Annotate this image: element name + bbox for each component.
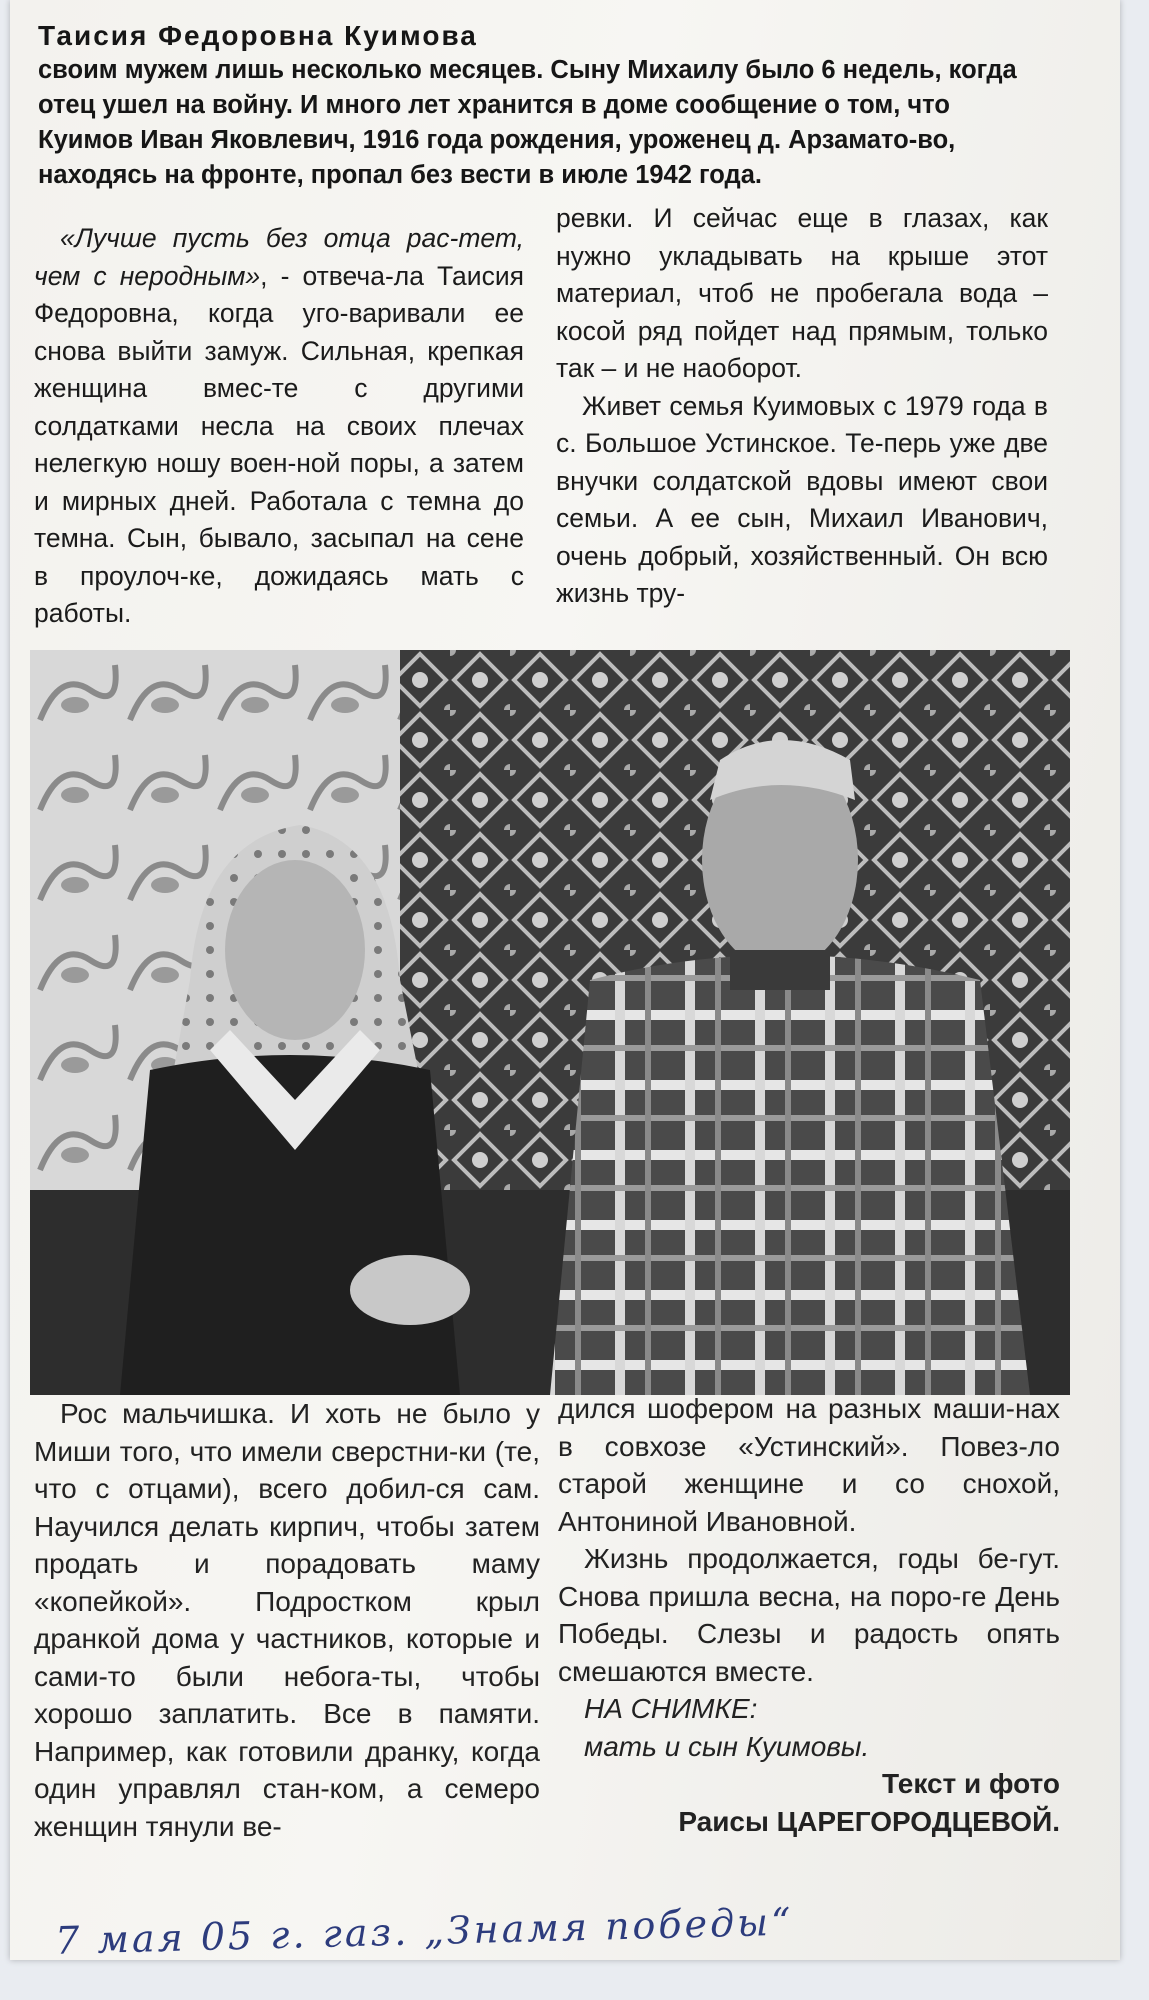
lead-paragraph xyxy=(38,18,1048,193)
column-d-paragraph-2: Жизнь продолжается, годы бе-гут. Снова пришла весна, на поро-ге День Победы. Слезы и радость опять смешаются вместе. xyxy=(558,1543,1060,1687)
photo-mother-and-son xyxy=(30,650,1070,1395)
newspaper-clipping xyxy=(10,0,1120,1960)
column-d-paragraph-1: дился шофером на разных маши-нах в совхозе «Устинский». Повез-ло старой женщине и со снохой, Антониной Ивановной. xyxy=(558,1393,1060,1537)
article-photo xyxy=(30,650,1070,1395)
photo-caption-text: мать и сын Куимовы. xyxy=(584,1730,870,1762)
handwritten-source-note: 7 мая 05 г. газ. „Знамя победы“ xyxy=(54,1899,794,1963)
column-b-paragraph-2: Живет семья Куимовых с 1979 года в с. Большое Устинское. Те-перь уже две внучки солдатской вдовы имеют свои семьи. А ее сын, Михаил Иванович, очень добрый, хозяйственный. Он всю жизнь тру- xyxy=(556,390,1048,608)
lead-text: своим мужем лишь несколько месяцев. Сыну Михаилу было 6 недель, когда отец ушел на войну. И много лет хранится в доме сообщение о том, что Куимов Иван Яковлевич, 1916 года рождения, уроженец д. Арзамато-во, находясь на фронте, пропал без вести в июле 1942 года. xyxy=(38,56,1017,189)
photo-caption-label: НА СНИМКЕ: xyxy=(584,1693,758,1724)
column-d xyxy=(558,1390,1060,1840)
credit-line-2: Раисы ЦАРЕГОРОДЦЕВОЙ. xyxy=(678,1805,1060,1837)
column-c-paragraph: Рос мальчишка. И хоть не было у Миши того, что имели сверстни-ки (те, что с отцами), всего добил-ся сам. Научился делать кирпич, чтобы затем продать и порадовать маму «копейкой». Подростком крыл дранкой дома у частников, которые и сами-то были небога-ты, чтобы хорошо заплатить. Все в памяти. Например, как готовили дранку, когда один управлял стан-ком, а семеро женщин тянули ве- xyxy=(34,1398,540,1842)
column-a-text: , - отвеча-ла Таисия Федоровна, когда уго-варивали ее снова выйти замуж. Сильная, крепкая женщина вмес-те с другими солдатками несла на своих плечах нелегкую ношу воен-ной поры, а затем и мирных дней. Работала с темна до темна. Сын, бывало, засыпал на сене в проулоч-ке, дожидаясь мать с работы. xyxy=(34,260,525,628)
column-c xyxy=(34,1395,540,1845)
column-b-paragraph-1: ревки. И сейчас еще в глазах, как нужно укладывать на крыше этот материал, чтоб не пробегала вода – косой ряд пойдет над прямым, только так – и не наоборот. xyxy=(556,203,1048,383)
credit-line-1: Текст и фото xyxy=(882,1768,1060,1799)
quote: «Лучше пусть без отца рас-тет, чем с неродным» xyxy=(34,223,524,291)
article-title: Таисия Федоровна Куимова xyxy=(38,20,478,51)
column-a xyxy=(34,220,524,633)
column-b xyxy=(556,200,1048,613)
